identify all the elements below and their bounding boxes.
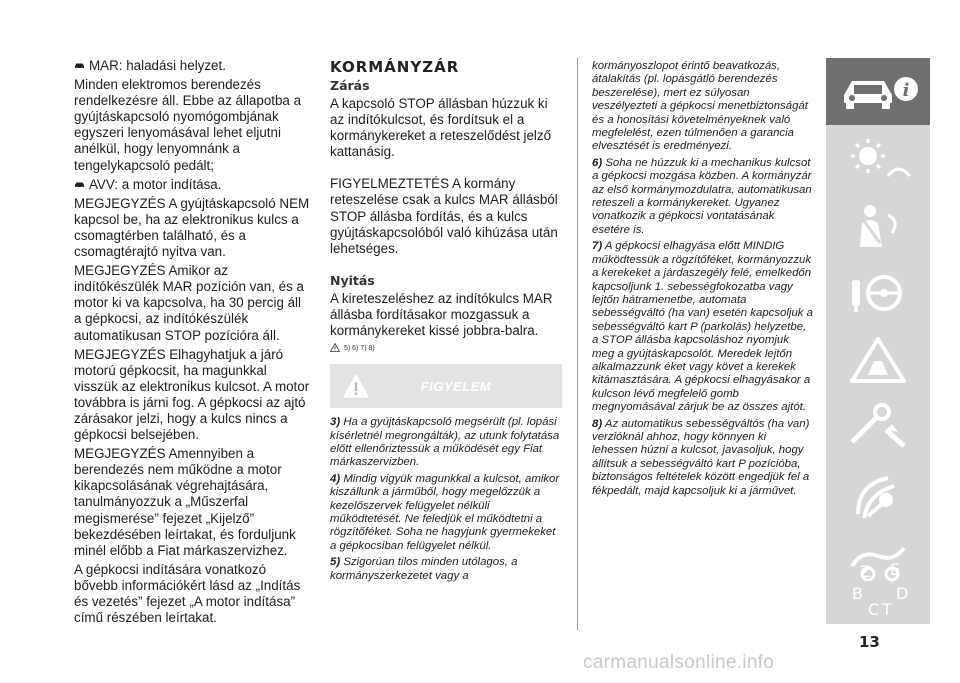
list-item: 8) Az automatikus sebességváltós (ha van) verzióknál ahhoz, hogy könnyen ki lehessen húzni a kulcsot, javasoljuk, hogy állítsuk a sebességváltó kart P pozícióba, biztonságos feltételek között engedjük fel a fékpedált, majd kapcsoljuk ki a járművet. [592, 417, 810, 497]
paragraph: A kapcsoló STOP állásban húzzuk ki az indítókulcsot, és fordítsuk el a kormánykereket a reteszelődést jelző kattanásig. [330, 96, 552, 160]
list-item: 3) Ha a gyújtáskapcsoló megsérült (pl. lopási kísérletnél megrongálták), az utunk folytatása előtt ellenőriztessük a működését egy Fiat márkaszervizben. [330, 416, 560, 469]
subsection-title: Zárás [330, 78, 370, 93]
list-item: 6) Soha ne húzzuk ki a mechanikus kulcsot a gépkocsi mozgása közben. A kormányzár az első kormánymozdulatra, automatikusan reteszeli a kormánykereket. Ugyanez vonatkozik a gépkocsi vontatásának esetére is. [592, 156, 812, 236]
warning-list [330, 416, 562, 583]
tab-alphabet-index[interactable] [826, 557, 930, 624]
note-paragraph: MEGJEGYZÉS Amennyiben a berendezés nem működne a motor kikapcsolásának végrehajtására, tanulmányozzuk a „Műszerfal megismerése” fejezet „Kijelző” bekezdésében leírtakat, és forduljunk minél előbb a Fiat márkaszervizhez. [74, 446, 296, 558]
index-letter: C [868, 599, 880, 619]
note-paragraph: MEGJEGYZÉS A gyújtáskapcsoló NEM kapcsol be, ha az elektronikus kulcs a csomagtérben található, és a csomagtérajtó nyitva van. [74, 195, 310, 260]
paragraph: A kireteszeléshez az indítókulcs MAR állásba fordításakor mozgassuk a kormánykereket kissé jobbra-balra. [330, 290, 553, 339]
tab-dashboard-lights[interactable] [826, 125, 930, 192]
tab-safety[interactable] [826, 192, 930, 259]
paragraph: Minden elektromos berendezés rendelkezésre áll. Ebbe az állapotba a gyújtáskapcsoló nyomógombjának egyszeri lenyomásával lehet eljutni anélkül, hogy lenyomnánk a tengelykapcsoló pedált; [74, 77, 302, 173]
index-letter: Z [860, 561, 871, 581]
warning-title: FIGYELEM [420, 378, 492, 394]
car-info-icon [832, 67, 924, 117]
section-title: KORMÁNYZÁR [330, 58, 460, 76]
tab-maintenance[interactable] [826, 460, 930, 527]
index-letter: T [882, 599, 892, 619]
note-paragraph: MEGJEGYZÉS Elhagyhatjuk a járó motorú gépkocsit, ha magunkkal visszük az elektronikus kulcsot. A motor továbbra is járni fog. A gépkocsi az ajtó zárásakor jelzi, hogy a kulcs nincs a gépkocsi belsejében. [74, 346, 310, 443]
seatbelt-airbag-icon [838, 201, 918, 251]
warning-road-icon [838, 335, 918, 385]
svg-text:i: i [902, 79, 910, 101]
warning-box-header [330, 364, 562, 408]
caution-paragraph: FIGYELMEZTETÉS A kormány reteszelése csak a kulcs MAR állásból STOP állásba fordítás, és a kulcs gyújtáskapcsolóból való kihúzása után lehetséges. [330, 176, 558, 256]
column-divider [577, 58, 578, 630]
tab-driving[interactable] [826, 259, 930, 326]
chapter-sidebar [826, 58, 930, 624]
emergency-tools-icon [838, 402, 918, 452]
column-right [592, 60, 814, 501]
subsection-title: Nyitás [330, 272, 375, 288]
alphabet-index-icon [838, 559, 918, 623]
steering-wheel-icon [838, 268, 918, 318]
index-letter: E [890, 559, 901, 579]
warning-triangle-icon [342, 373, 370, 404]
dashboard-lights-icon [838, 134, 918, 184]
column-left [74, 58, 310, 629]
watermark: carmanualsonline.info [583, 652, 775, 673]
car-key-icon [74, 181, 85, 189]
index-letter: D [896, 583, 909, 603]
column-middle [330, 58, 562, 586]
note-paragraph: MEGJEGYZÉS Amikor az indítókészülék MAR pozíción van, és a motor ki va kapcsolva, ha 30 percig áll a gépkocsi, az indítókészülék automatikusan STOP pozícióra áll. [74, 263, 304, 343]
tab-car-info[interactable] [826, 58, 930, 125]
car-key-icon [74, 62, 85, 70]
warning-references: 5) 6) 7) 8) [330, 343, 562, 354]
index-letter: B [852, 583, 863, 603]
list-item: kormányoszlopot érintő beavatkozás, átalakítás (pl. lopásgátló berendezés beszerelése), mert ez súlyosan veszélyezteti a gépkocsi menetbiztonságát és a honosítási követelményeknek való megfelelést, ezen túlmenően a garancia elvesztését is eredményezi. [592, 60, 808, 153]
list-item: 7) A gépkocsi elhagyása előtt MINDIG működtessük a rögzítőféket, kormányozzuk a kerekeket a járdaszegély felé, emelkedőn kapcsoljunk 1. sebességfokozatba vagy lejtőn hátramenetbe, automata sebességváltó (ha van) esetén kapcsoljuk a sebességváltó kart P (parkolás) helyzetbe, a STOP állásba kapcsoláshoz nyomjuk meg a gyújtáskapcsolót. Meredek lejtőn alkalmazzunk éket vagy követ a kerekek kitámasztására. A gépkocsi elhagyásakor a kulcson lévő megfelelő gomb megnyomásával zárjuk be az összes ajtót. [592, 240, 813, 414]
list-item: 5) Szigorúan tilos minden utólagos, a kormányszerkezetet vagy a [330, 556, 518, 582]
small-warning-icon [330, 343, 340, 354]
tab-warning-lights[interactable] [826, 326, 930, 393]
page-number: 13 [859, 633, 880, 651]
list-item: 4) Mindig vigyük magunkkal a kulcsot, amikor kiszállunk a járműből, hogy megelőzzük a kezelőszervek felügyelet nélküli működtetését. Ne feledjük el működtetni a rögzítőféket. Soha ne hagyjunk gyermekeket a gépkocsiban felügyelet nélkül. [330, 472, 560, 552]
paragraph: A gépkocsi indítására vonatkozó bővebb információkért lásd az „Indítás és vezetés” fejezet „A motor indítása” című részében leírtakat. [74, 561, 301, 626]
list-item: AVV: a motor indítása. [74, 177, 310, 193]
list-item: MAR: haladási helyzet. [74, 58, 310, 74]
service-wrench-icon [838, 464, 918, 524]
tab-emergency[interactable] [826, 393, 930, 460]
